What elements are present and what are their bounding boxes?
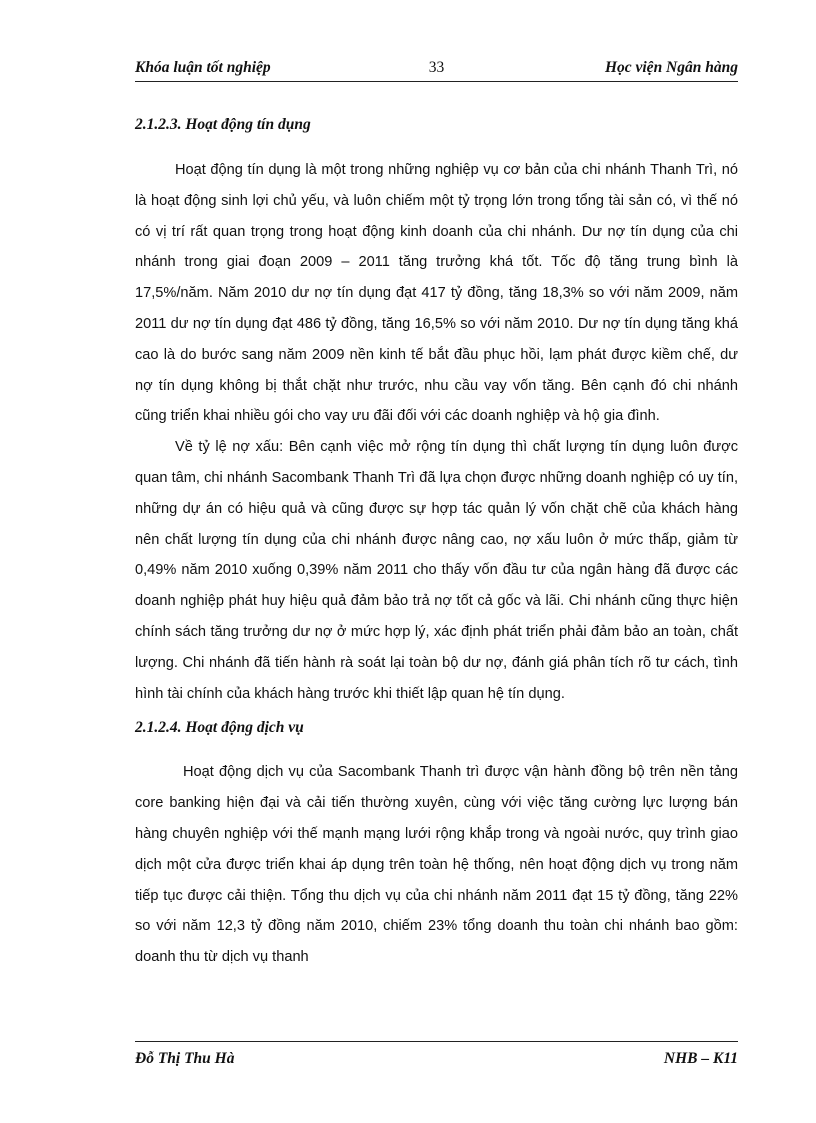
header-thesis-label: Khóa luận tốt nghiệp — [135, 59, 271, 76]
footer-class-code: NHB – K11 — [663, 1050, 738, 1067]
section-heading-credit: 2.1.2.3. Hoạt động tín dụng — [135, 116, 311, 133]
page-number: 33 — [428, 59, 445, 76]
paragraph-credit-growth: Hoạt động tín dụng là một trong những nghiệp vụ cơ bản của chi nhánh Thanh Trì, nó là hoạt động sinh lợi chủ yếu, và luôn chiếm một tỷ trọng lớn trong tổng tài sản có, vì thế nó có vị trí rất quan trọng trong hoạt động kinh doanh của chi nhánh. Dư nợ tín dụng của chi nhánh trong giai đoạn 2009 – 2011 tăng trưởng khá tốt. Tốc độ tăng trung bình là 17,5%/năm. Năm 2010 dư nợ tín dụng đạt 417 tỷ đồng, tăng 18,3% so với năm 2009, năm 2011 dư nợ tín dụng đạt 486 tỷ đồng, tăng 16,5% so với năm 2010. Dư nợ tín dụng tăng khá cao là do bước sang năm 2009 nền kinh tế bắt đầu phục hồi, lạm phát được kiềm chế, dư nợ tín dụng không bị thắt chặt như trước, nhu cầu vay vốn tăng. Bên cạnh đó chi nhánh cũng triển khai nhiều gói cho vay ưu đãi đối với các doanh nghiệp và hộ gia đình. — [135, 162, 738, 425]
header-institution: Học viện Ngân hàng — [604, 59, 738, 76]
page-header — [135, 57, 738, 82]
document-body — [135, 110, 738, 973]
paragraph-services: Hoạt động dịch vụ của Sacombank Thanh trì được vận hành đồng bộ trên nền tảng core banking hiện đại và cải tiến thường xuyên, cùng với việc tăng cường lực lượng bán hàng chuyên nghiệp với thế mạnh mạng lưới rộng khắp trong và ngoài nước, quy trình giao dịch một cửa được triển khai áp dụng trên toàn hệ thống, nên hoạt động dịch vụ trong năm tiếp tục được cải thiện. Tổng thu dịch vụ của chi nhánh năm 2011 đạt 15 tỷ đồng, tăng 22% so với năm 12,3 tỷ đồng năm 2010, chiếm 23% tổng doanh thu toàn chi nhánh bao gồm: doanh thu từ dịch vụ thanh — [135, 764, 738, 966]
section-heading-services: 2.1.2.4. Hoạt động dịch vụ — [135, 719, 304, 737]
paragraph-bad-debt: Về tỷ lệ nợ xấu: Bên cạnh việc mở rộng tín dụng thì chất lượng tín dụng luôn được quan tâm, chi nhánh Sacombank Thanh Trì đã lựa chọn được những doanh nghiệp có uy tín, những dự án có hiệu quả và cũng được sự hợp tác quản lý vốn chặt chẽ của khách hàng nên chất lượng tín dụng của chi nhánh được nâng cao, nợ xấu luôn ở mức thấp, giảm từ 0,49% năm 2010 xuống 0,39% năm 2011 cho thấy vốn đầu tư của ngân hàng đã được các doanh nghiệp phát huy hiệu quả đảm bảo trả nợ tốt cả gốc và lãi. Chi nhánh cũng thực hiện chính sách tăng trưởng dư nợ ở mức hợp lý, xác định phát triển phải đảm bảo an toàn, chất lượng. Chi nhánh đã tiến hành rà soát lại toàn bộ dư nợ, đánh giá phân tích rõ tư cách, tình hình tài chính của khách hàng trước khi thiết lập quan hệ tín dụng. — [135, 439, 738, 702]
footer-author: Đỗ Thị Thu Hà — [135, 1050, 235, 1067]
page-footer — [135, 1041, 738, 1072]
